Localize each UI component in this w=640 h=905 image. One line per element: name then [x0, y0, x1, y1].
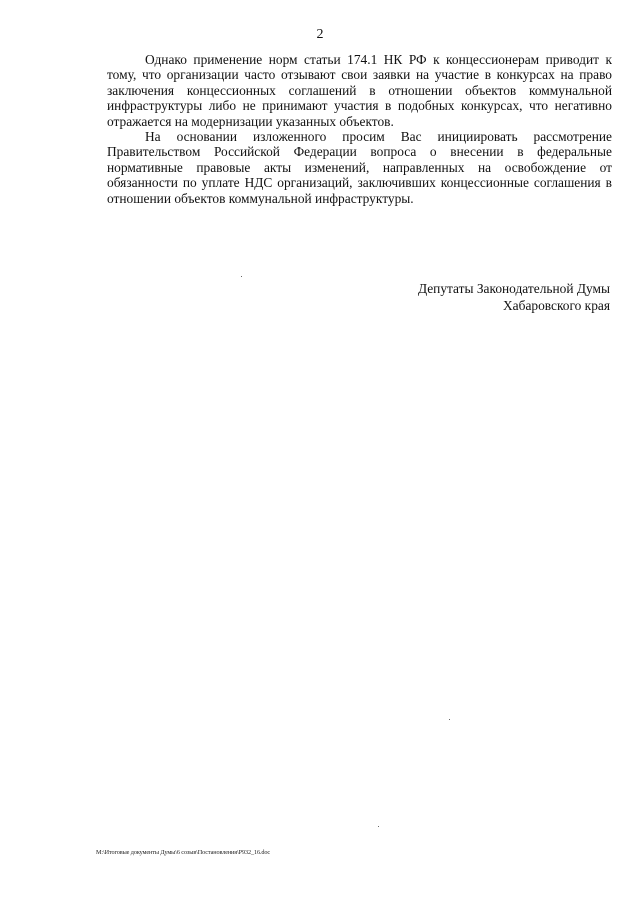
page-number: 2: [316, 27, 324, 42]
signature-line-region: Хабаровского края: [503, 298, 610, 313]
scan-speck: [378, 826, 379, 827]
scan-speck: [449, 719, 450, 720]
paragraph-concession-tax-effects: Однако применение норм статьи 174.1 НК РФ к концессионерам приводит к тому, что организации часто отзывают свои заявки на участие в конкурсах на право заключения концессионных соглашений в отношении объектов коммунальной инфраструктуры либо не принимают участия в подобных конкурсах, что негативно отражается на модернизации указанных объектов.: [107, 52, 612, 129]
signature-block: [418, 280, 610, 314]
scan-speck: [241, 276, 242, 277]
signature-line-deputies: Депутаты Законодательной Думы: [417, 281, 610, 296]
letter-body: [107, 52, 612, 206]
paragraph-request-vat-exemption: На основании изложенного просим Вас инициировать рассмотрение Правительством Российской Федерации вопроса о внесении в федеральные нормативные правовые акты изменений, направленных на освобождение от обязанности по уплате НДС организаций, заключивших концессионные соглашения в отношении объектов коммунальной инфраструктуры.: [107, 129, 612, 206]
footer-file-path: М:\Итоговые документы Думы\6 созыв\Постановления\P932_16.doc: [96, 849, 271, 856]
